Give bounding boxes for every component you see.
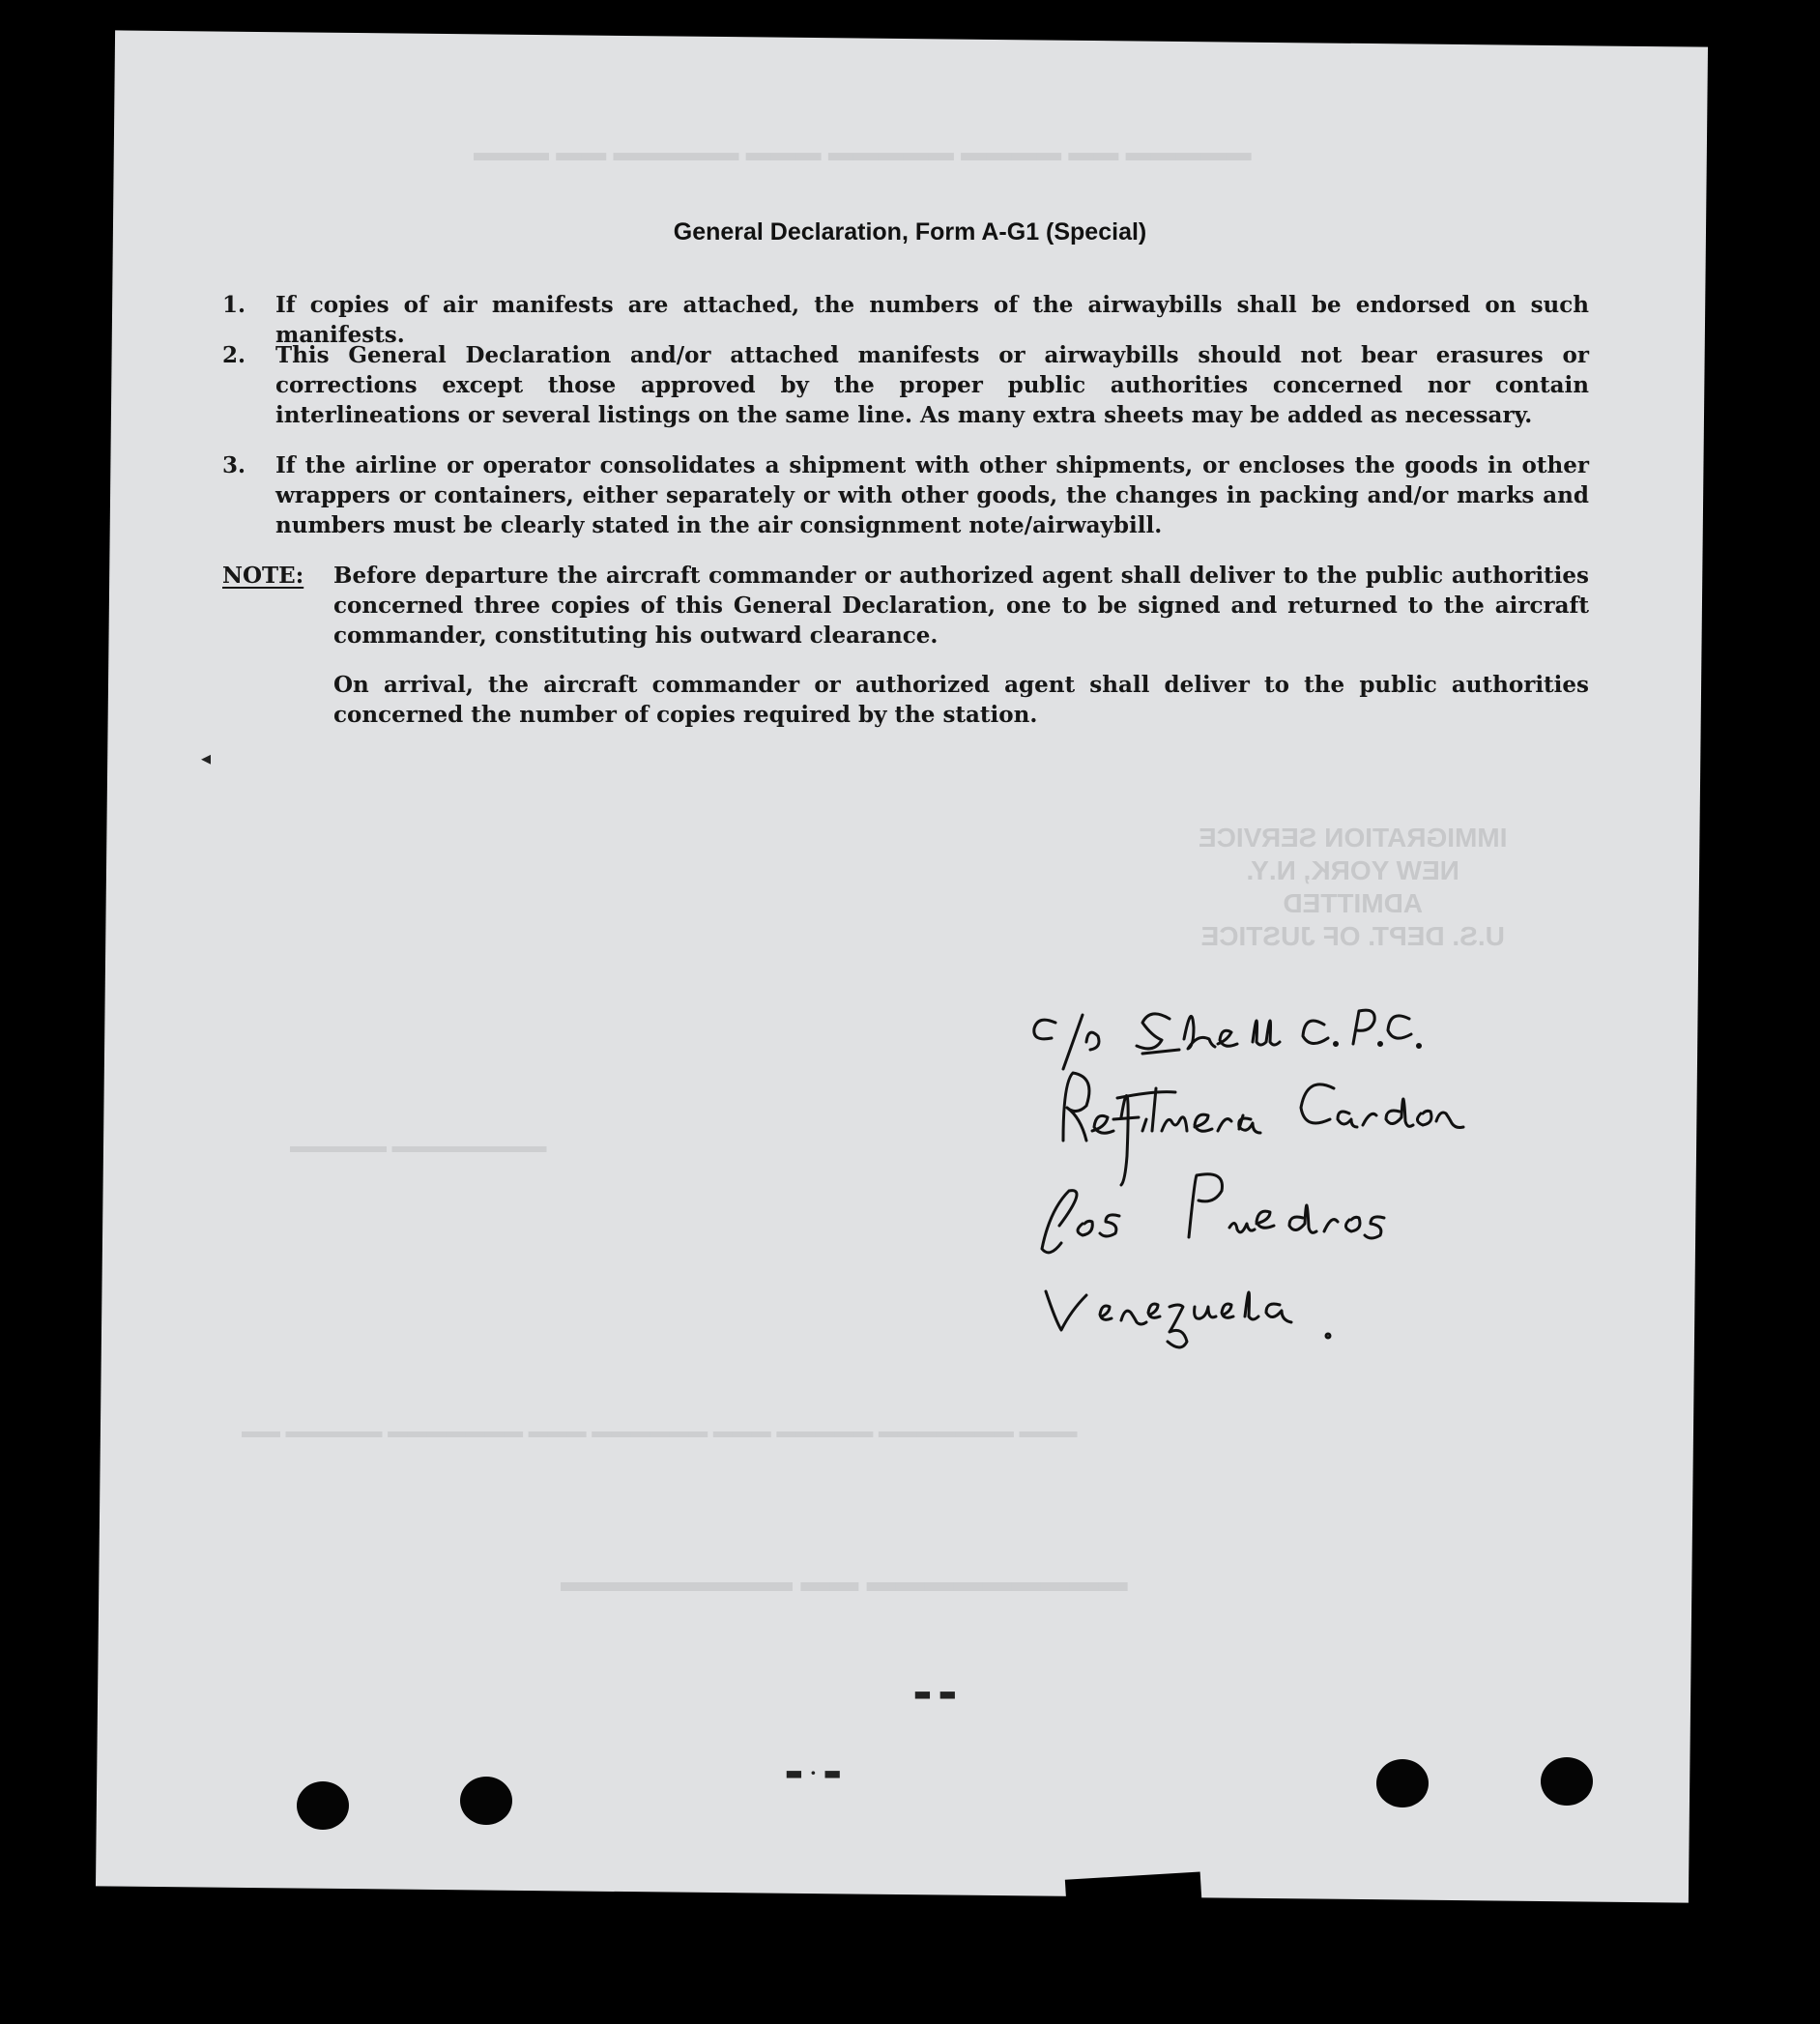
handwritten-address xyxy=(1025,996,1701,1363)
binder-hole xyxy=(460,1777,512,1825)
item-number: 2. xyxy=(222,342,246,368)
note-section xyxy=(222,670,1589,730)
note-paragraph: Before departure the aircraft commander or authorized agent shall deliver to the public authorities concerned three copies of this General Declaration, one to be signed and returned to the aircraft commander, constituting his outward clearance. xyxy=(333,563,1589,649)
bleed-through-line: ▬▬▬▬▬▬▬▬ ▬▬ ▬▬▬▬▬▬▬▬▬ xyxy=(561,1566,1128,1598)
instruction-item xyxy=(222,450,1589,540)
bleed-through-line: ▬▬▬ ▬▬ ▬▬▬▬▬ ▬▬▬ ▬▬▬▬▬ ▬▬▬▬ ▬▬ ▬▬▬▬▬ xyxy=(474,137,1252,166)
item-text: If copies of air manifests are attached, the numbers of the airwaybills shall be endorsed on such manifests. xyxy=(275,292,1589,348)
stray-mark: ▬ ▬ xyxy=(913,1682,957,1705)
item-text: This General Declaration and/or attached manifests or airwaybills should not bear erasures or corrections except those approved by the proper public authorities concerned nor contain interlineations or several listings on the same line. As many extra sheets may be added as necessary. xyxy=(275,342,1589,428)
binder-hole xyxy=(297,1781,349,1830)
note-paragraph: On arrival, the aircraft commander or authorized agent shall deliver to the public authorities concerned the number of copies required by the station. xyxy=(333,672,1589,728)
stray-mark: ▬ · ▬ xyxy=(785,1761,842,1784)
item-number: 3. xyxy=(222,452,246,478)
binder-hole xyxy=(1541,1757,1593,1806)
form-title: General Declaration, Form A-G1 (Special) xyxy=(673,218,1147,246)
note-label: NOTE: xyxy=(222,563,304,589)
instruction-item xyxy=(222,340,1589,430)
item-text: If the airline or operator consolidates a shipment with other shipments, or encloses the goods in other wrappers or containers, either separately or with other goods, the changes in packing and/or marks and numbers must be clearly stated in the air consignment note/airwaybill. xyxy=(275,452,1589,538)
binder-hole xyxy=(1376,1759,1429,1807)
bleed-through-line: ▬▬▬▬▬ ▬▬▬▬▬▬▬▬ xyxy=(290,1136,547,1157)
note-section xyxy=(222,561,1589,651)
item-number: 1. xyxy=(222,292,246,318)
stray-mark: ◂ xyxy=(201,746,212,769)
bleed-through-line: ▬▬ ▬▬▬▬▬ ▬▬▬▬▬▬▬ ▬▬▬ ▬▬▬▬▬▬ ▬▬▬ ▬▬▬▬▬ ▬▬▬▬▬▬▬ ▬▬▬ xyxy=(242,1421,1078,1442)
torn-notch xyxy=(1065,1871,1204,1947)
bleed-through-stamp: IMMIGRATION SERVICE NEW YORK, N.Y. ADMITTED U.S. DEPT. OF JUSTICE xyxy=(1199,823,1508,951)
